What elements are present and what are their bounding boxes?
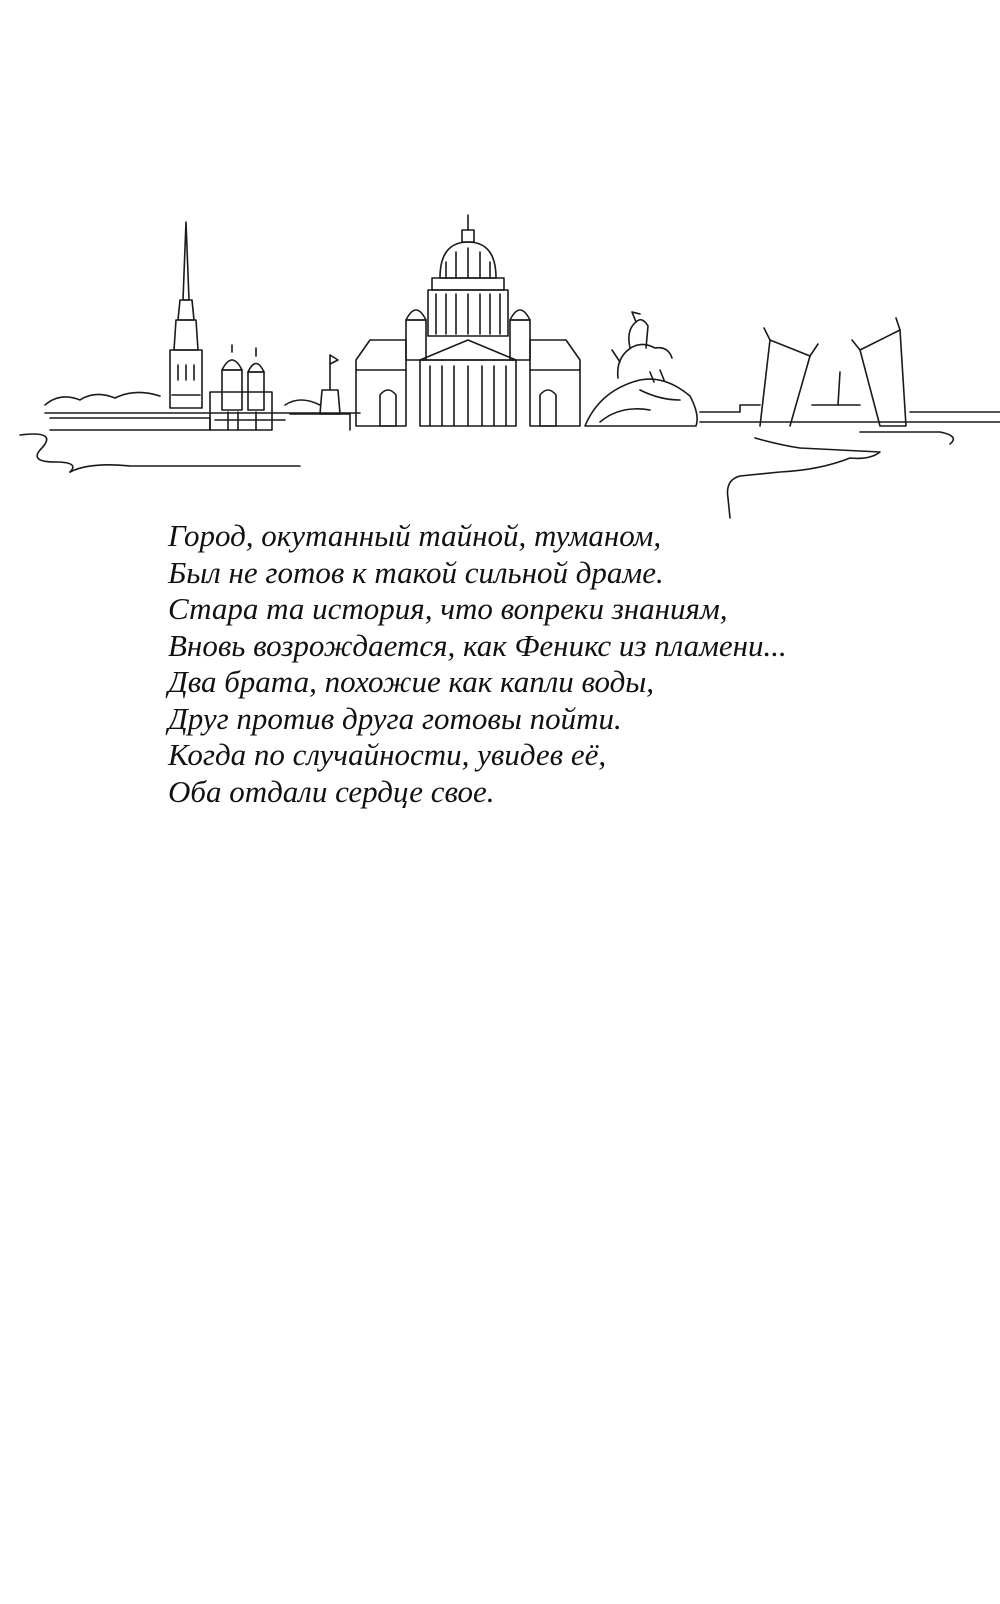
poem-line-8: Оба отдали сердце свое.	[168, 773, 495, 809]
poem-line-6: Друг против друга готовы пойти.	[168, 700, 622, 736]
poem-line-3: Стара та история, что вопреки знаниям,	[168, 591, 728, 626]
poem-line-1: Город, окутанный тайной, туманом,	[168, 518, 662, 553]
poem-line-5: Два брата, похожие как капли воды,	[168, 664, 655, 699]
poem	[168, 518, 948, 810]
poem-line-2: Был не готов к такой сильной драме.	[168, 554, 664, 590]
st-petersburg-skyline-icon	[0, 200, 1000, 540]
poem-line-7: Когда по случайности, увидев её,	[168, 737, 607, 772]
poem-line-4: Вновь возрождается, как Феникс из пламени...	[168, 627, 787, 663]
